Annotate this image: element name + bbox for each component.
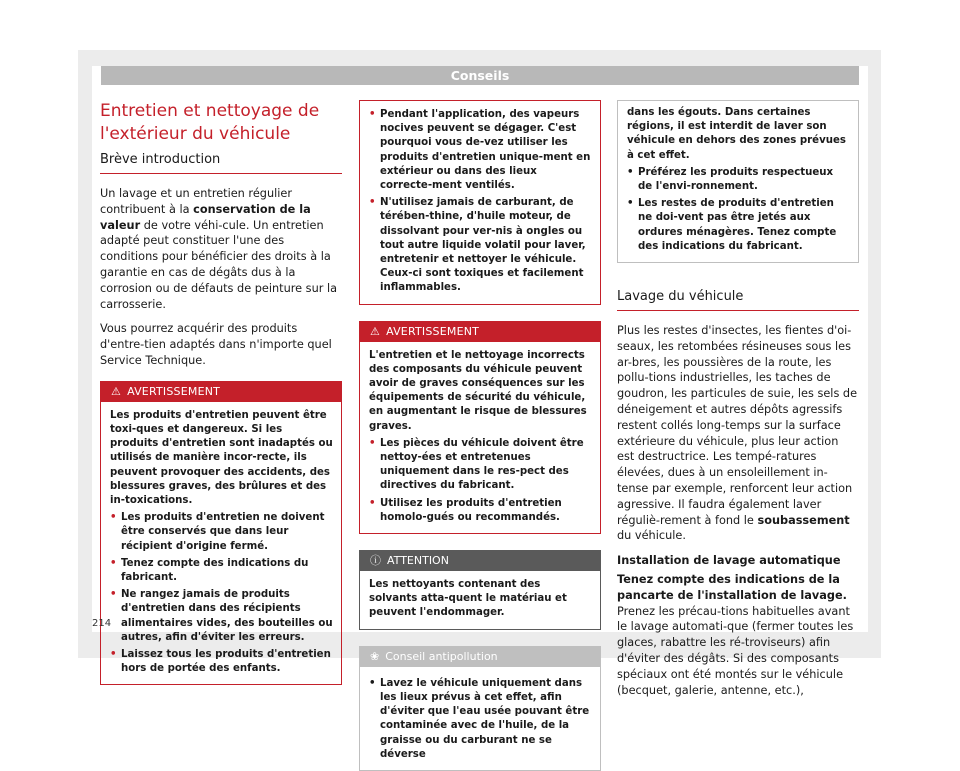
list-item: • Les pièces du véhicule doivent être nettoy-ées et entretenues uniquement dans le res-pect des directives du fabricant. [369,437,592,494]
list-item: • Les restes de produits d'entretien ne doi-vent pas être jetés aux ordures ménagères. Tenez compte des indications du fabricant. [627,197,850,254]
eco-tip-box-continued [617,100,859,263]
bullet-icon: • [110,589,117,601]
attention-box [359,550,601,630]
column-2 [359,100,601,771]
warning-intro: L'entretien et le nettoyage incorrects des composants du véhicule peuvent avoir de graves conséquences sur les équipements de sécurité du véhicule, en augmentant le risque de blessures graves. [369,349,587,432]
list-item: • Les produits d'entretien ne doivent être conservés que dans leur récipient d'origine fermé. [110,511,333,554]
warning-header: ⚠ AVERTISSEMENT [101,382,341,402]
eco-tip-box [359,646,601,771]
warning-triangle-icon: ⚠ [370,324,381,338]
bullet-icon: • [369,109,376,120]
bullet-icon: • [627,198,634,210]
bullet-icon: • [627,166,634,178]
automatic-wash-subheading: Installation de lavage automatique [617,554,841,568]
list-item: • Laissez tous les produits d'entretien hors de portée des enfants. [110,648,333,676]
list-item: • Lavez le véhicule uniquement dans les lieux prévus à cet effet, afin d'éviter que l'eau usée pouvant être contaminée avec de l'huile, de la graisse ou du carburant ne se déverse [369,677,592,762]
bullet-icon: • [369,437,376,449]
intro-text [100,186,342,369]
bullet-icon: • [369,677,376,689]
list-item: • Ne rangez jamais de produits d'entretien dans des récipients alimentaires vides, des bouteilles ou autres, afin d'éviter les erreurs. [110,588,333,645]
section-header: Conseils [101,66,859,85]
warning-intro: Les produits d'entretien peuvent être toxi-ques et dangereux. Si les produits d'entretien sont inadaptés ou utilisés de manière incor-recte, ils peuvent provoquer des accidents, des blessures graves, des brûlures et des in-toxications. [110,409,333,506]
page-title: Entretien et nettoyage de l'extérieur du véhicule [100,101,320,144]
warning-triangle-icon: ⚠ [111,384,122,398]
intro-paragraph-1: Un lavage et un entretien régulier contribuent à la conservation de la valeur de votre véhi-cule. Un entretien adapté peut constituer l'une des conditions pour bénéficier des droits à la garantie en cas de dégâts dus à la corrosion ou de défauts de peinture sur la carrosserie. [100,187,338,311]
intro-paragraph-2: Vous pourrez acquérir des produits d'entre-tien adaptés dans n'importe quel Service Technique. [100,322,332,367]
attention-text: Les nettoyants contenant des solvants atta-quent le matériau et peuvent l'endommager. [369,579,567,619]
eco-continued-text: dans les égouts. Dans certaines régions, il est interdit de laver son véhicule en dehors des zones prévues à cet effet. [627,107,846,161]
list-item: • Pendant l'application, des vapeurs nocives peuvent se dégager. C'est pourquoi vous de-vez utiliser les produits d'entretien unique-ment en extérieur ou dans des lieux correcte-ment ventilés. [369,108,592,193]
exclamation-circle-icon: ⓘ [370,554,381,568]
leaf-icon: ❀ [370,649,380,663]
eco-tip-header: ❀ Conseil antipollution [360,647,600,667]
attention-header: ⓘ ATTENTION [360,551,600,571]
warning-header: ⚠ AVERTISSEMENT [360,322,600,342]
bullet-icon: • [110,512,117,524]
warning-box-2 [359,321,601,534]
bullet-icon: • [369,497,376,509]
column-1 [100,100,342,685]
washing-paragraph-2: Tenez compte des indications de la pancarte de l'installation de lavage. Prenez les précau-tions habituelles avant le lavage automati-que (fermer toutes les glaces, rabattre les ré-troviseurs) afin d'éviter des dégâts. Si des composants spéciaux ont été montés sur le véhicule (becquet, galerie, antenne, etc.), [617,572,854,697]
list-item: • Préférez les produits respectueux de l'envi-ronnement. [627,166,850,194]
washing-text [617,323,859,698]
column-3 [617,100,859,707]
bullet-icon: • [369,197,376,209]
bullet-icon: • [110,649,117,661]
page-number: 214 [92,618,112,629]
warning-box-1 [100,381,342,686]
list-item: • Tenez compte des indications du fabricant. [110,557,333,585]
section-heading: Lavage du véhicule [617,289,859,311]
washing-paragraph-1: Plus les restes d'insectes, les fientes d'oi-seaux, les retombées résineuses sous les ar-bres, les poussières de la route, les pollu-tions industrielles, les taches de goudron, les particules de suie, les sels de déneigement et autres dépôts agressifs restent collés long-temps sur la surface extérieure du véhicule, plus leur action est destructrice. Les tempé-ratures élevées, dues à un ensoleillement in-tense par exemple, renforcent leur action agressive. Il faudra également laver réguliè-rement à fond le soubassement du véhicule. [617,324,858,543]
section-subtitle: Brève introduction [100,152,342,174]
list-item: • N'utilisez jamais de carburant, de térében-thine, d'huile moteur, de dissolvant pour ver-nis à ongles ou tout autre liquide volatil pour laver, entretenir et nettoyer le véhicule. Ceux-ci sont toxiques et facilement inflammables. [369,196,592,295]
list-item: • Utilisez les produits d'entretien homolo-gués ou recommandés. [369,497,592,525]
bullet-icon: • [110,557,117,569]
warning-box-1-continued [359,100,601,305]
